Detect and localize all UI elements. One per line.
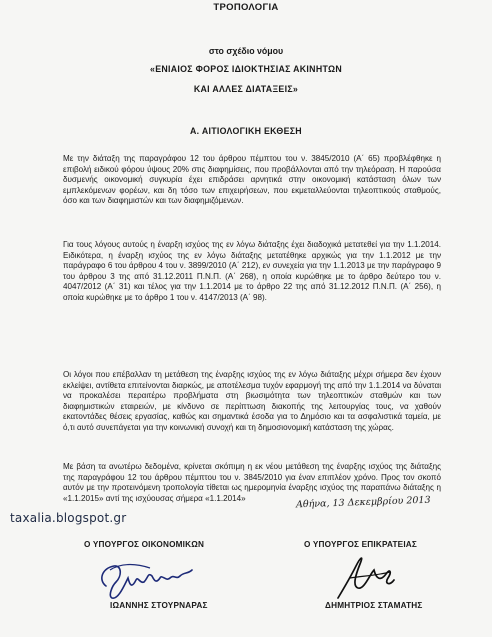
paragraph-3: Οι λόγοι που επέβαλλαν τη μετάθεση της έναρξης ισχύος της εν λόγω διάταξης μέχρι σήμερα δεν έχουν εκλείψει, αντίθετα επιτείνονται διαρκώς, με αποτέλεσμα τυχόν εφαρμογή της από την 1.1.2014 να δύναται να προκαλέσει περαιτέρω προβλήματα στη βιωσιμότητα των τηλεοπτικών σταθμών και των διαφημιστικών εταιρειών, με κίνδυνο σε περίπτωση διακοπής της λειτουργίας τους, να χαθούν εκατοντάδες θέσεις εργασίας, καθώς και σημαντικά έσοδα για το Δημόσιο και τα ασφαλιστικά ταμεία, με ό,τι αυτό συνεπάγεται για την κοινωνική συνοχή και τη δημοσιονομική κατάσταση της χώρας. xyxy=(63,370,441,432)
signatory-left-role: Ο ΥΠΟΥΡΓΟΣ ΟΙΚΟΝΟΜΙΚΩΝ xyxy=(84,540,205,549)
signatory-right-name: ΔΗΜΗΤΡΙΟΣ ΣΤΑΜΑΤΗΣ xyxy=(325,601,423,610)
signatory-left-name: ΙΩΑΝΝΗΣ ΣΤΟΥΡΝΑΡΑΣ xyxy=(110,601,208,610)
document-title: ΤΡΟΠΟΛΟΓΙΑ xyxy=(213,2,279,13)
bill-reference-intro: στο σχέδιο νόμου xyxy=(208,46,284,56)
bill-title-line2: ΚΑΙ ΑΛΛΕΣ ΔΙΑΤΑΞΕΙΣ» xyxy=(193,84,299,94)
paragraph-4: Με βάση τα ανωτέρω δεδομένα, κρίνεται σκόπιμη η εκ νέου μετάθεση της έναρξης ισχύος της διάταξης της παραγράφου 12 του άρθρου πέμπτου του ν. 3845/2010 για έναν επιπλέον χρόνο. Προς τον σκοπό αυτόν με την προτεινόμενη τροπολογία τίθεται ως ημερομηνία έναρξης ισχύος της παραπάνω διάταξης η «1.1.2015» αντί της ισχύουσας σήμερα «1.1.2014» xyxy=(63,462,441,503)
bill-title-line1: «ΕΝΙΑΙΟΣ ΦΟΡΟΣ ΙΔΙΟΚΤΗΣΙΑΣ ΑΚΙΝΗΤΩΝ xyxy=(150,64,342,74)
signatory-right-role: Ο ΥΠΟΥΡΓΟΣ ΕΠΙΚΡΑΤΕΙΑΣ xyxy=(304,540,418,549)
signature-left-image xyxy=(92,556,202,602)
blog-watermark: taxalia.blogspot.gr xyxy=(10,511,127,525)
section-heading: Α. ΑΙΤΙΟΛΟΓΙΚΗ ΕΚΘΕΣΗ xyxy=(190,126,302,136)
paragraph-2: Για τους λόγους αυτούς η έναρξη ισχύος της εν λόγω διάταξης έχει διαδοχικά μετατεθεί για την 1.1.2014. Ειδικότερα, η έναρξη ισχύος της εν λόγω διάταξης μετατέθηκε αρχικώς για την 1.1.2012 με την παράγραφο 6 του άρθρου 4 του ν. 3899/2010 (Α΄ 212), εν συνεχεία για την 1.1.2013 με την παράγραφο 9 του άρθρου 3 της από 31.12.2011 Π.Ν.Π. (Α΄ 268), η οποία κυρώθηκε με το άρθρο δεύτερο του ν. 4047/2012 (Α΄ 31) και τέλος για την 1.1.2014 με το άρθρο 22 της από 31.12.2012 Π.Ν.Π. (Α΄ 256), η οποία κυρώθηκε με το άρθρο 1 του ν. 4147/2013 (Α΄ 98). xyxy=(63,240,441,302)
signature-right-image xyxy=(330,548,400,604)
paragraph-1: Με την διάταξη της παραγράφου 12 του άρθρου πέμπτου του ν. 3845/2010 (Α΄ 65) προβλέφθηκε η επιβολή ειδικού φόρου ύψους 20% στις διαφημίσεις, που προβάλλονται από την τηλεόραση. Η παρούσα δυσμενής οικονομική συγκυρία έχει επιδράσει αρνητικά στην οικονομική κατάσταση όλων των εμπλεκόμενων φορέων, και δη τόσο των επιχειρήσεων, που εκμεταλλεύονται τηλεοπτικούς σταθμούς, όσο και των διαφημιστών και των διαφημιζόμενων. xyxy=(63,154,441,206)
handwritten-date: Αθήνα, 13 Δεκεμβρίου 2013 xyxy=(295,494,431,511)
